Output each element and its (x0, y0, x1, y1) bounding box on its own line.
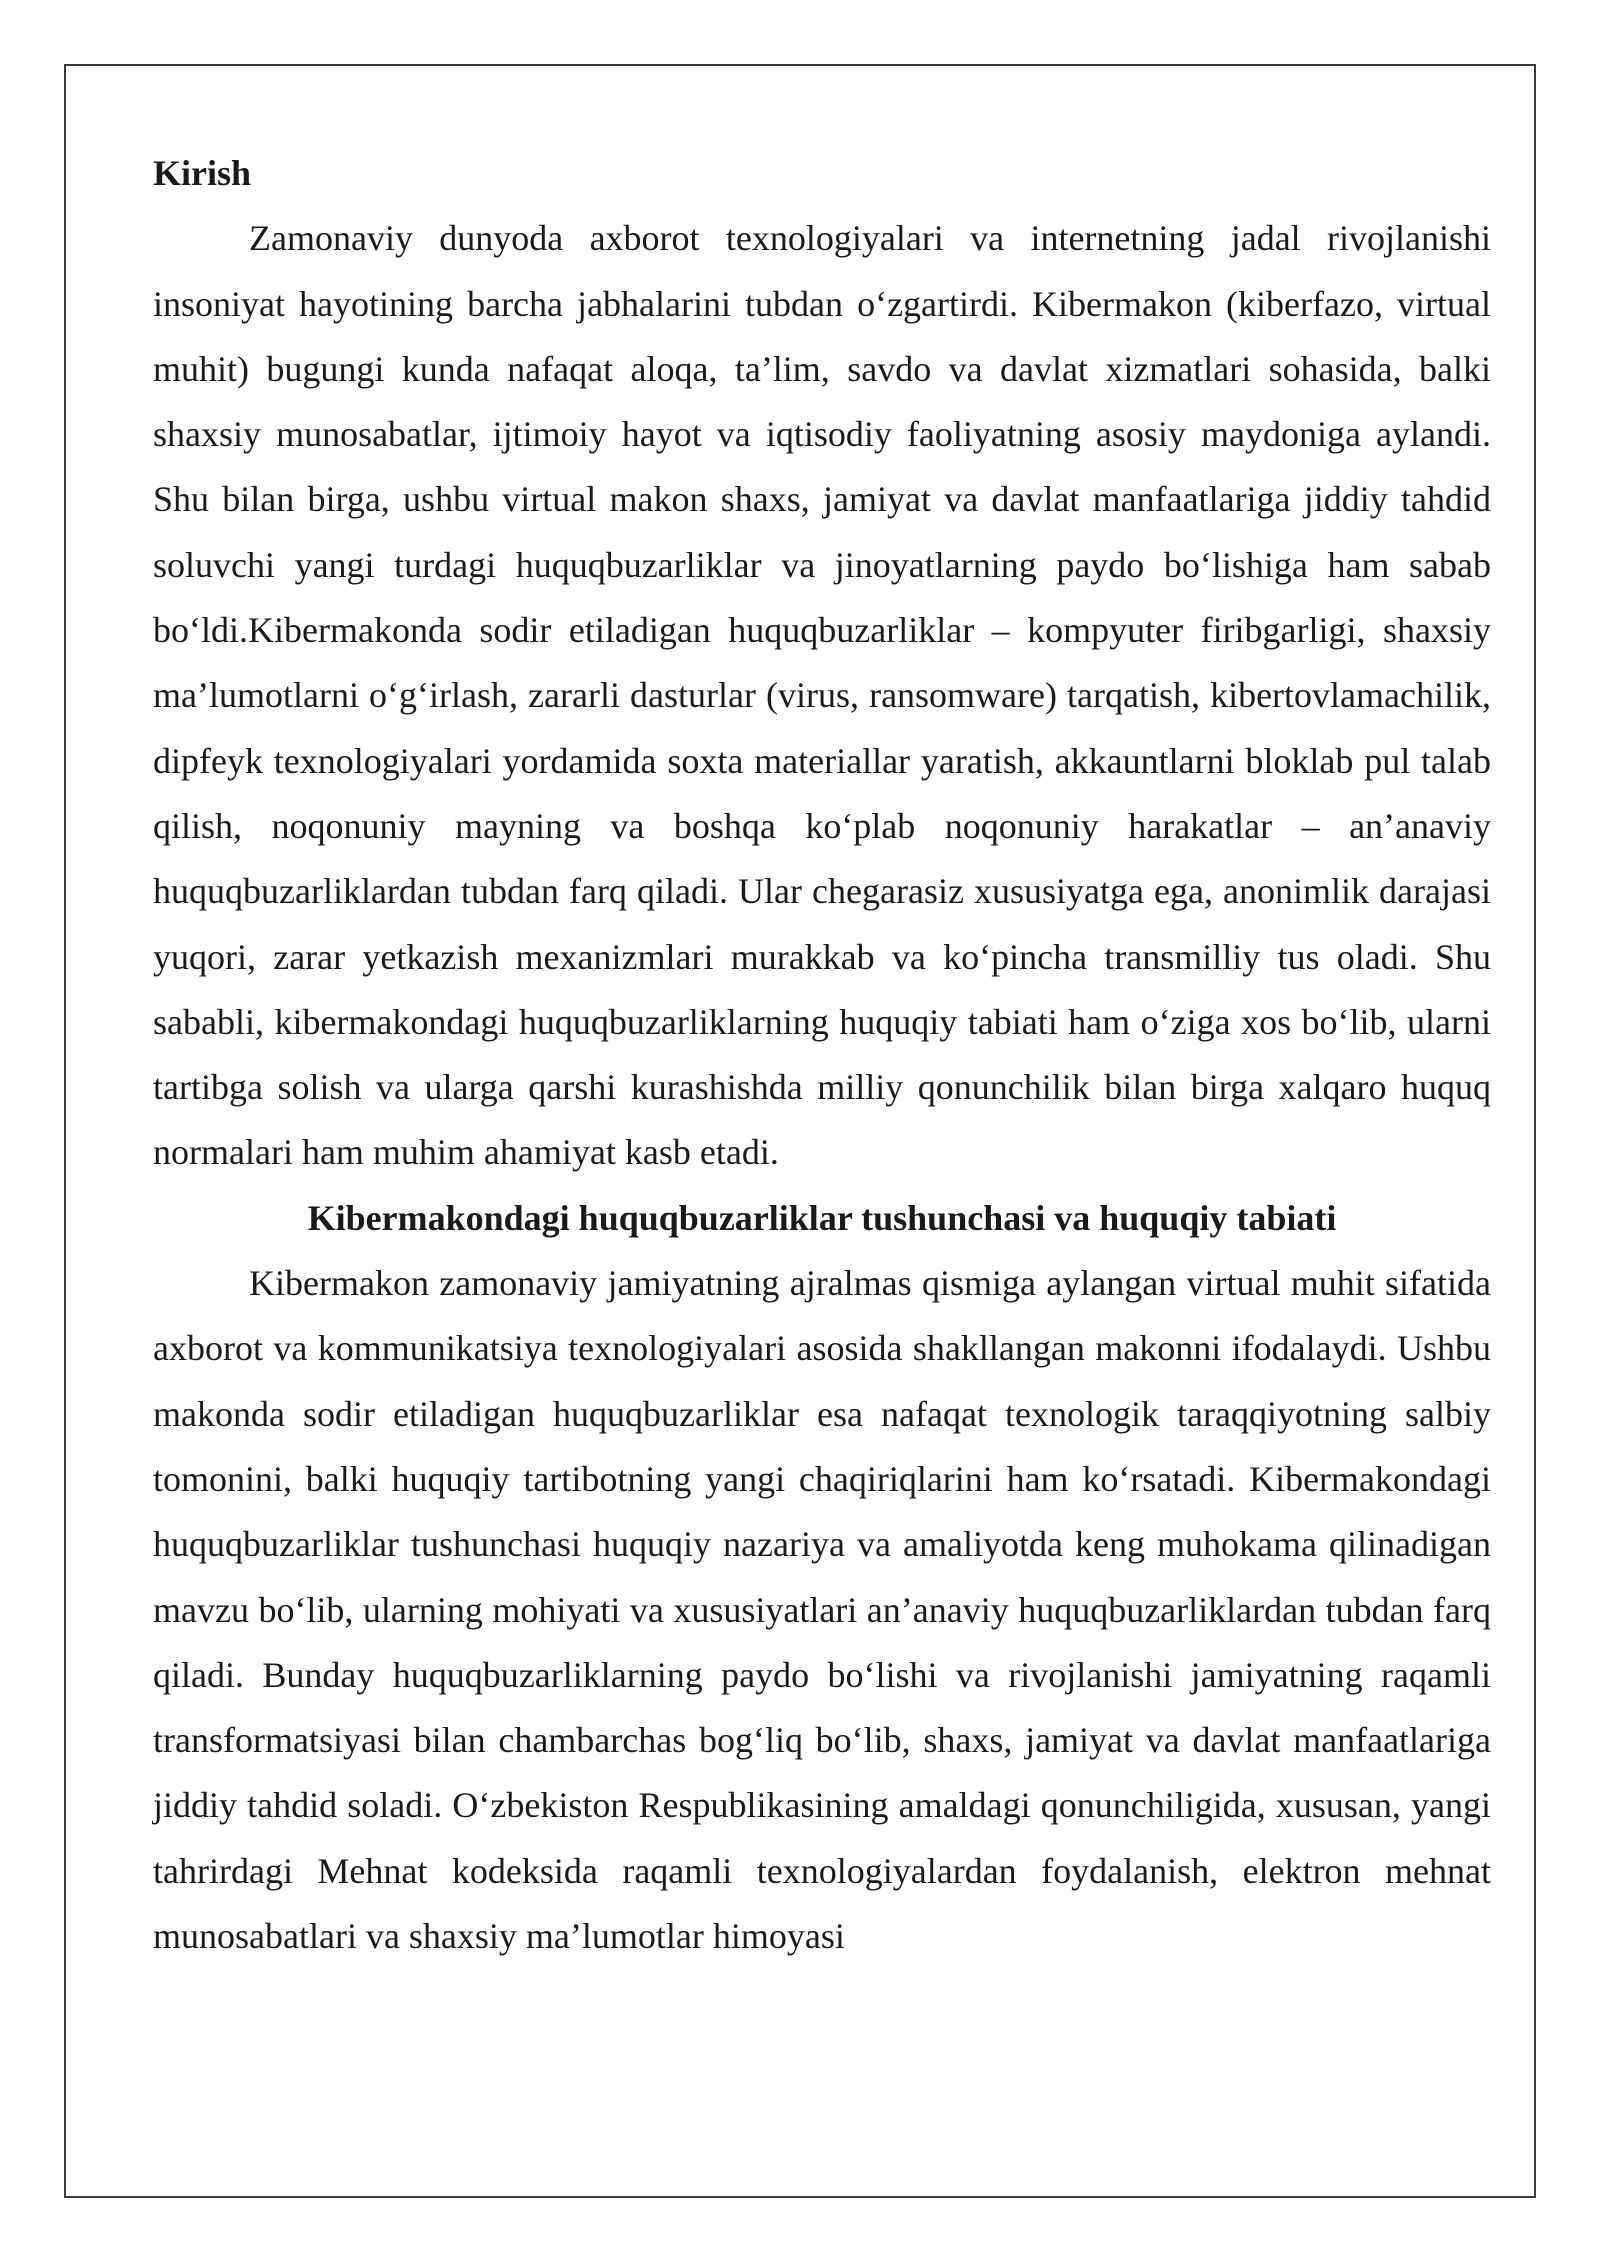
intro-heading: Kirish (153, 153, 252, 193)
section-heading: Kibermakondagi huquqbuzarliklar tushunchasi va huquqiy tabiati (307, 1197, 1337, 1238)
section-paragraph: Kibermakon zamonaviy jamiyatning ajralmas qismiga aylangan virtual muhit sifatida axborot va kommunikatsiya texnologiyalari asosida shakllangan makonni ifodalaydi. Ushbu makonda sodir etiladigan huquqbuzarliklar esa nafaqat texnologik taraqqiyotning salbiy tomonini, balki huquqiy tartibotning yangi chaqiriqlarini ham ko‘rsatadi. Kibermakondagi huquqbuzarliklar tushunchasi huquqiy nazariya va amaliyotda keng muhokama qilinadigan mavzu bo‘lib, ularning mohiyati va xususiyatlari an’anaviy huquqbuzarliklardan tubdan farq qiladi. Bunday huquqbuzarliklarning paydo bo‘lishi va rivojlanishi jamiyatning raqamli transformatsiyasi bilan chambarchas bog‘liq bo‘lib, shaxs, jamiyat va davlat manfaatlariga jiddiy tahdid soladi. O‘zbekiston Respublikasining amaldagi qonunchiligida, xususan, yangi tahrirdagi Mehnat kodeksida raqamli texnologiyalardan foydalanish, elektron mehnat munosabatlari va shaxsiy ma’lumotlar himoyasi (153, 1263, 1491, 1957)
document-body (153, 141, 1491, 1969)
intro-paragraph: Zamonaviy dunyoda axborot texnologiyalari va internetning jadal rivojlanishi insoniyat hayotining barcha jabhalarini tubdan o‘zgartirdi. Kibermakon (kiberfazo, virtual muhit) bugungi kunda nafaqat aloqa, ta’lim, savdo va davlat xizmatlari sohasida, balki shaxsiy munosabatlar, ijtimoiy hayot va iqtisodiy faoliyatning asosiy maydoniga aylandi. Shu bilan birga, ushbu virtual makon shaxs, jamiyat va davlat manfaatlariga jiddiy tahdid soluvchi yangi turdagi huquqbuzarliklar va jinoyatlarning paydo bo‘lishiga ham sabab bo‘ldi.Kibermakonda sodir etiladigan huquqbuzarliklar – kompyuter firibgarligi, shaxsiy ma’lumotlarni o‘g‘irlash, zararli dasturlar (virus, ransomware) tarqatish, kibertovlamachilik, dipfeyk texnologiyalari yordamida soxta materiallar yaratish, akkauntlarni bloklab pul talab qilish, noqonuniy mayning va boshqa ko‘plab noqonuniy harakatlar – an’anaviy huquqbuzarliklardan tubdan farq qiladi. Ular chegarasiz xususiyatga ega, anonimlik darajasi yuqori, zarar yetkazish mexanizmlari murakkab va ko‘pincha transmilliy tus oladi. Shu sababli, kibermakondagi huquqbuzarliklarning huquqiy tabiati ham o‘ziga xos bo‘lib, ularni tartibga solish va ularga qarshi kurashishda milliy qonunchilik bilan birga xalqaro huquq normalari ham muhim ahamiyat kasb etadi. (153, 218, 1491, 1173)
